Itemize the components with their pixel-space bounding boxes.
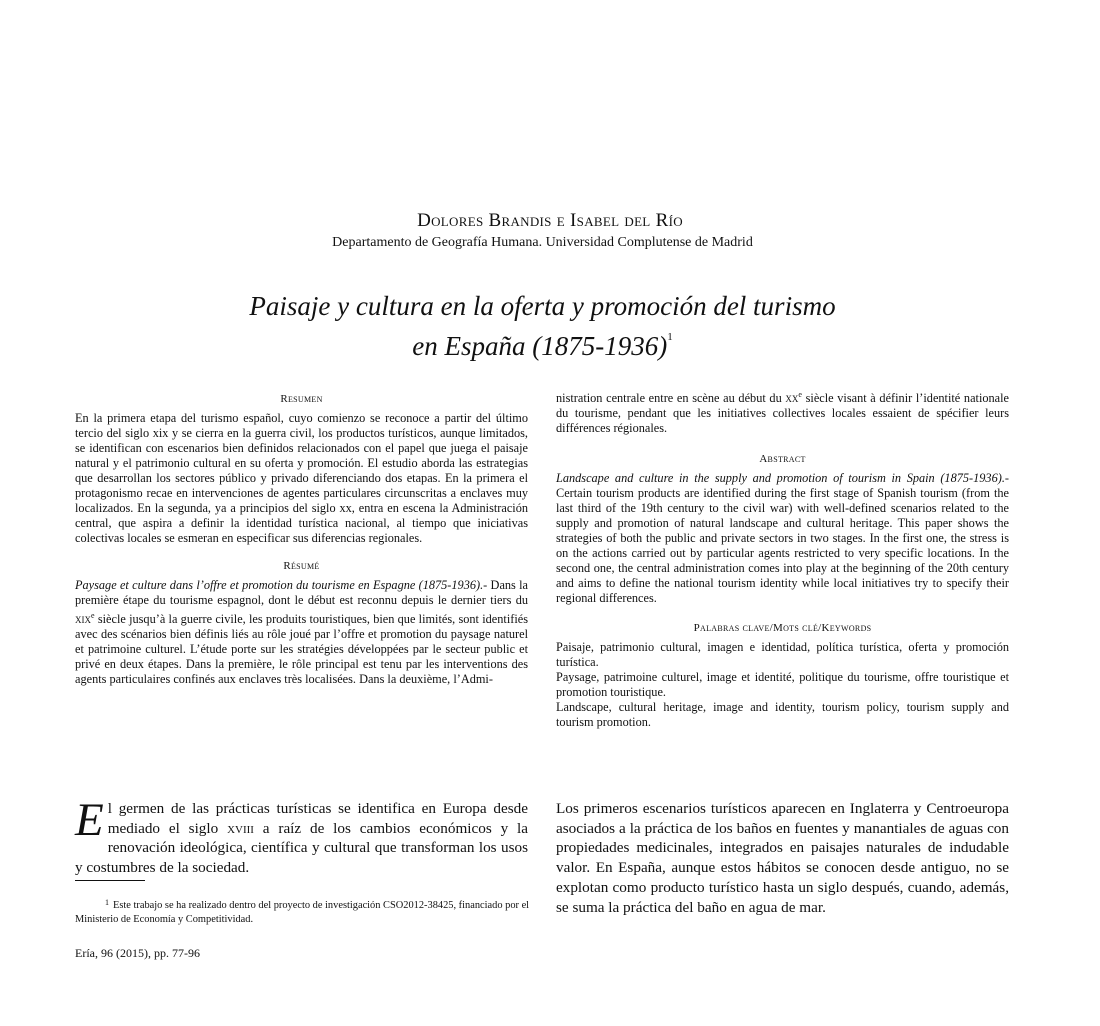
footnote-text: Este trabajo se ha realizado dentro del proyecto de investigación CSO2012-38425, financiado por el Ministerio de Economía y Competitividad.: [75, 900, 530, 925]
resumen-text: En la primera etapa del turismo español, cuyo comienzo se reconoce a partir del último tercio del siglo xix y se cierra en la guerra civil, los productos turísticos, aunque limitados, se identifican con escenarios bien definidos relacionados con el papel que juega el paisaje natural y el patrimonio cultural en su oferta y promoción. El estudio aborda las estrategias que desarrollan los sectores público y privado diferenciando dos etapas. En la primera el protagonismo recae en intervenciones de agentes particulares circunscritas a enclaves muy localizados. En la segunda, ya a principios del siglo xx, entra en escena la Administración central, que aspira a definir la identidad turística nacional, al tiempo que iniciativas colectivas locales se esmeran en especificar sus diferencias regionales.: [75, 411, 528, 545]
keywords-block: [556, 640, 1009, 730]
drop-cap: E: [75, 794, 104, 846]
journal-reference: Ería, 96 (2015), pp. 77-96: [75, 946, 200, 960]
keywords-en: Landscape, cultural heritage, image and identity, tourism policy, tourism supply and tourism promotion.: [556, 700, 1009, 730]
footnote-number: 1: [105, 898, 109, 907]
keywords-fr: Paysage, patrimoine culturel, image et identité, politique du tourisme, offre touristique et promotion touristique.: [556, 670, 1009, 700]
title-footnote-mark: 1: [667, 331, 673, 343]
abstract-paragraph: [556, 471, 1009, 606]
body-text-left: l germen de las prácticas turísticas se identifica en Europa desde mediado el siglo xviii a raíz de los cambios económicos y la renovación ideológica, científica y cultural que transforman los usos y costumbres de la sociedad.: [75, 800, 528, 877]
footnote: [75, 896, 530, 927]
affiliation: Departamento de Geografía Humana. Universidad Complutense de Madrid: [332, 235, 753, 250]
keywords-es: Paisaje, patrimonio cultural, imagen e identidad, política turística, oferta y promoción turística.: [556, 640, 1009, 670]
abstract-title: Landscape and culture in the supply and promotion of tourism in Spain (1875-1936).: [556, 471, 1005, 486]
keywords-heading: Palabras clave/Mots clé/Keywords: [693, 622, 872, 635]
resumen-heading: Resumen: [280, 393, 323, 405]
title-line-2-text: en España (1875-1936): [412, 331, 668, 361]
article-title: [0, 291, 1085, 362]
resume-paragraph-part2: nistration centrale entre en scène au début du $xx^e$ siècle visant à définir l’identité nationale du tourisme, pendant que les initiatives collectives locales essaient de spécifier leurs différences régionales.: [556, 390, 1009, 436]
title-line-2: [0, 322, 1085, 362]
body-column-right: Los primeros escenarios turísticos aparecen en Inglaterra y Centroeuropa asociados a la práctica de los baños en fuentes y manantiales de aguas con propiedades medicinales, integrados en paisajes naturales de indudable valor. En España, aunque estos hábitos se conocen desde antiguo, no se explotan como producto turístico hasta un siglo después, cuando, además, se suma la práctica del baño en agua de mar.: [556, 800, 1009, 916]
title-line-1: Paisaje y cultura en la oferta y promoción del turismo: [249, 291, 836, 321]
resume-heading: Résumé: [283, 560, 320, 572]
abstract-heading: Abstract: [759, 453, 806, 466]
authors: Dolores Brandis e Isabel del Río: [417, 210, 683, 231]
abstract-column-right: [556, 387, 1009, 730]
resume-paragraph-part1: [75, 578, 528, 687]
footnote-rule: [75, 880, 145, 881]
resume-text-part1: - Dans la première étape du tourisme espagnol, dont le début est reconnu depuis le dernier tiers du xix$^e$ siècle jusqu’à la guerre civile, les produits touristiques, bien que limités, sont identifiés avec des scénarios bien définis liés au rôle joué par l’offre et promotion du paysage naturel et patrimoine culturel. L’étude porte sur les stratégies développées par le secteur public et privé en deux étapes. Dans la première, le rôle principal est tenu par les interventions des agents particulaires confinés aux enclaves très localisées. Dans la deuxième, l’Admi-: [75, 578, 529, 687]
abstract-text: - Certain tourism products are identified during the first stage of Spanish tourism (from the last third of the 19th century to the civil war) with well-defined scenarios related to the supply and promotion of natural landscape and cultural heritage. This paper shows the strategies of both the public and private sectors in two stages. In the first one, the stress is on the actions carried out by particular agents restricted to very specific locations. In the second one, the central administration comes into play at the beginning of the 20th century and aims to define the national tourism identity while local initiatives try to specify their regional differences.: [556, 471, 1009, 606]
resume-title: Paysage et culture dans l’offre et promotion du tourisme en Espagne (1875-1936).: [75, 578, 484, 592]
abstract-column-left: [75, 392, 528, 687]
body-column-left: [75, 794, 528, 878]
